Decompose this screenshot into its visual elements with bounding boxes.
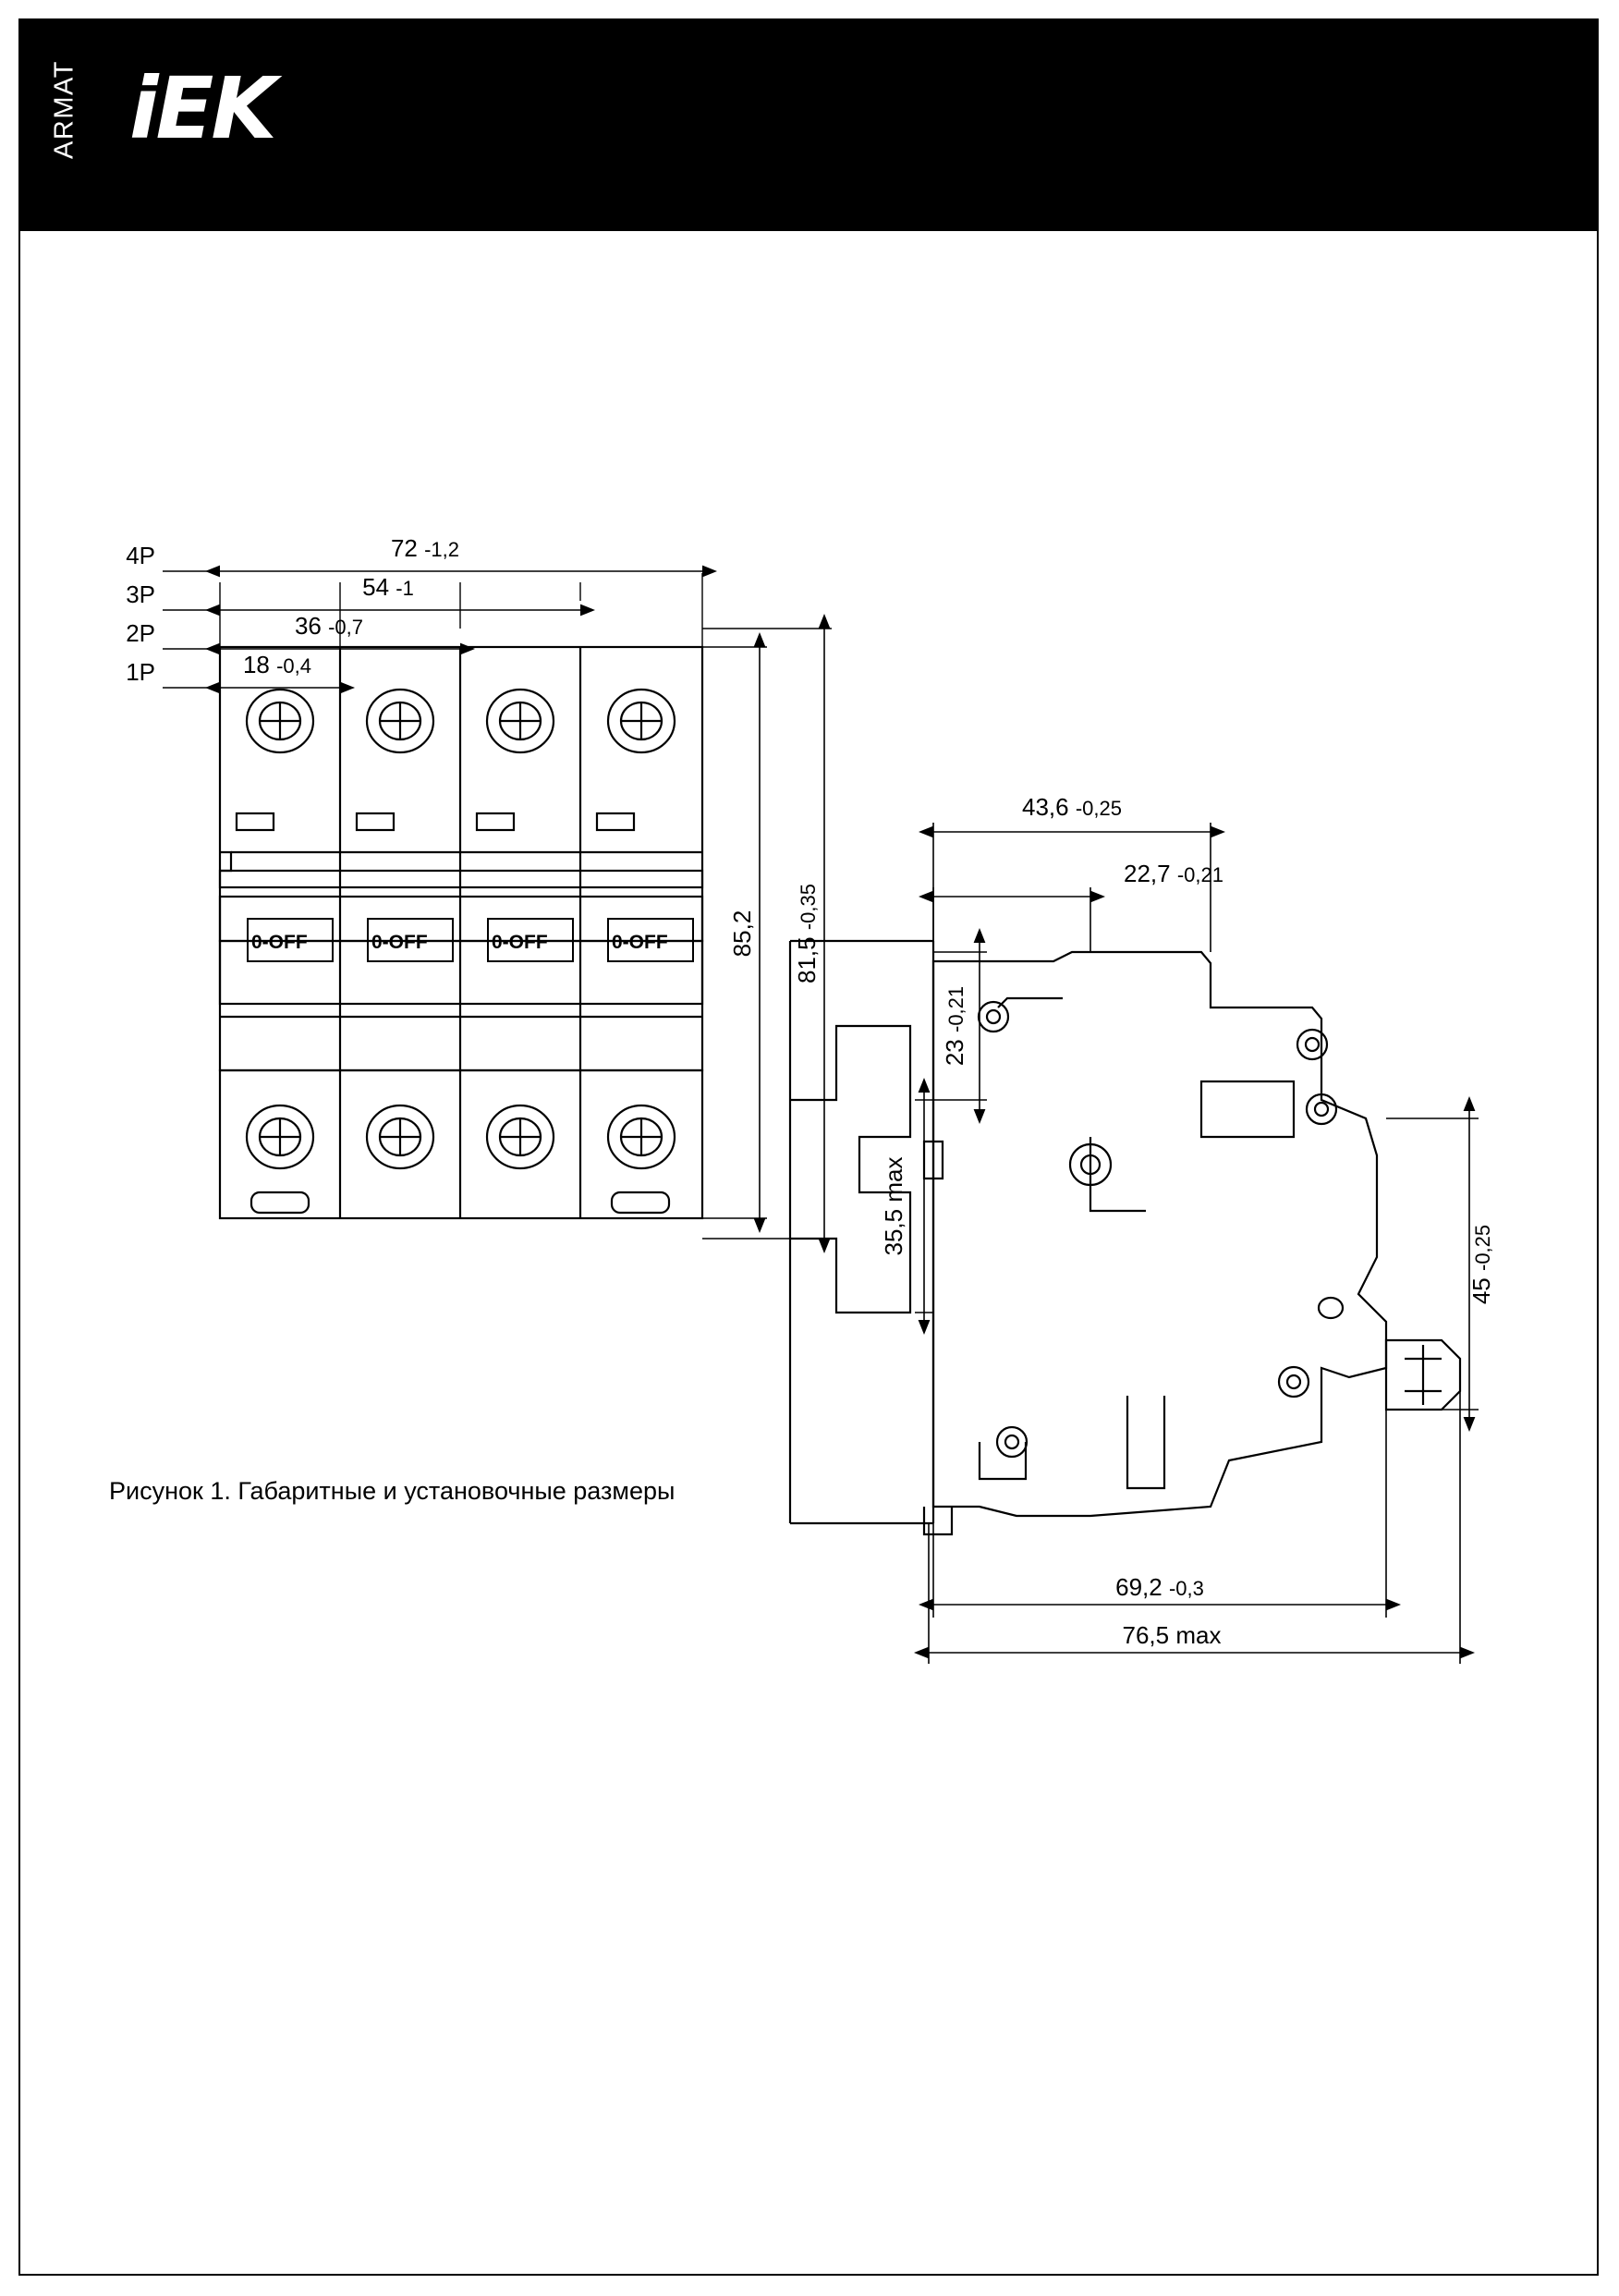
logo-block [109,20,1599,231]
dim-label-1p: 1P [126,658,155,686]
dim-width-2p: 36 -0,7 [294,612,364,640]
dim-width-4p: 72 -1,2 [390,534,460,562]
dim-height-852: 85,2 [728,910,756,958]
dim-height-815: 81,5 -0,35 [793,884,821,983]
dim-355max: 35,5 max [880,1156,907,1256]
switch-label-3: 0-OFF [492,932,548,953]
dim-width-3p: 54 -1 [362,573,414,601]
brand-vertical-label: ARMAT [49,60,79,159]
iek-logo: iEK [129,59,274,158]
dim-765max: 76,5 max [1122,1621,1222,1649]
switch-label-1: 0-OFF [251,932,308,953]
dim-width-1p: 18 -0,4 [242,651,312,678]
dim-label-3p: 3P [126,580,155,608]
switch-label-4: 0-OFF [612,932,668,953]
figure-caption: Рисунок 1. Габаритные и установочные размеры [109,1477,676,1505]
dim-45: 45 -0,25 [1467,1224,1495,1305]
dim-label-2p: 2P [126,619,155,647]
dim-23: 23 -0,21 [941,985,968,1067]
dim-label-4p: 4P [126,542,155,569]
dim-227: 22,7 -0,21 [1124,860,1223,887]
switch-label-2: 0-OFF [371,932,428,953]
dim-436: 43,6 -0,25 [1022,793,1122,821]
dim-692: 69,2 -0,3 [1115,1573,1204,1601]
brand-block [20,20,109,231]
